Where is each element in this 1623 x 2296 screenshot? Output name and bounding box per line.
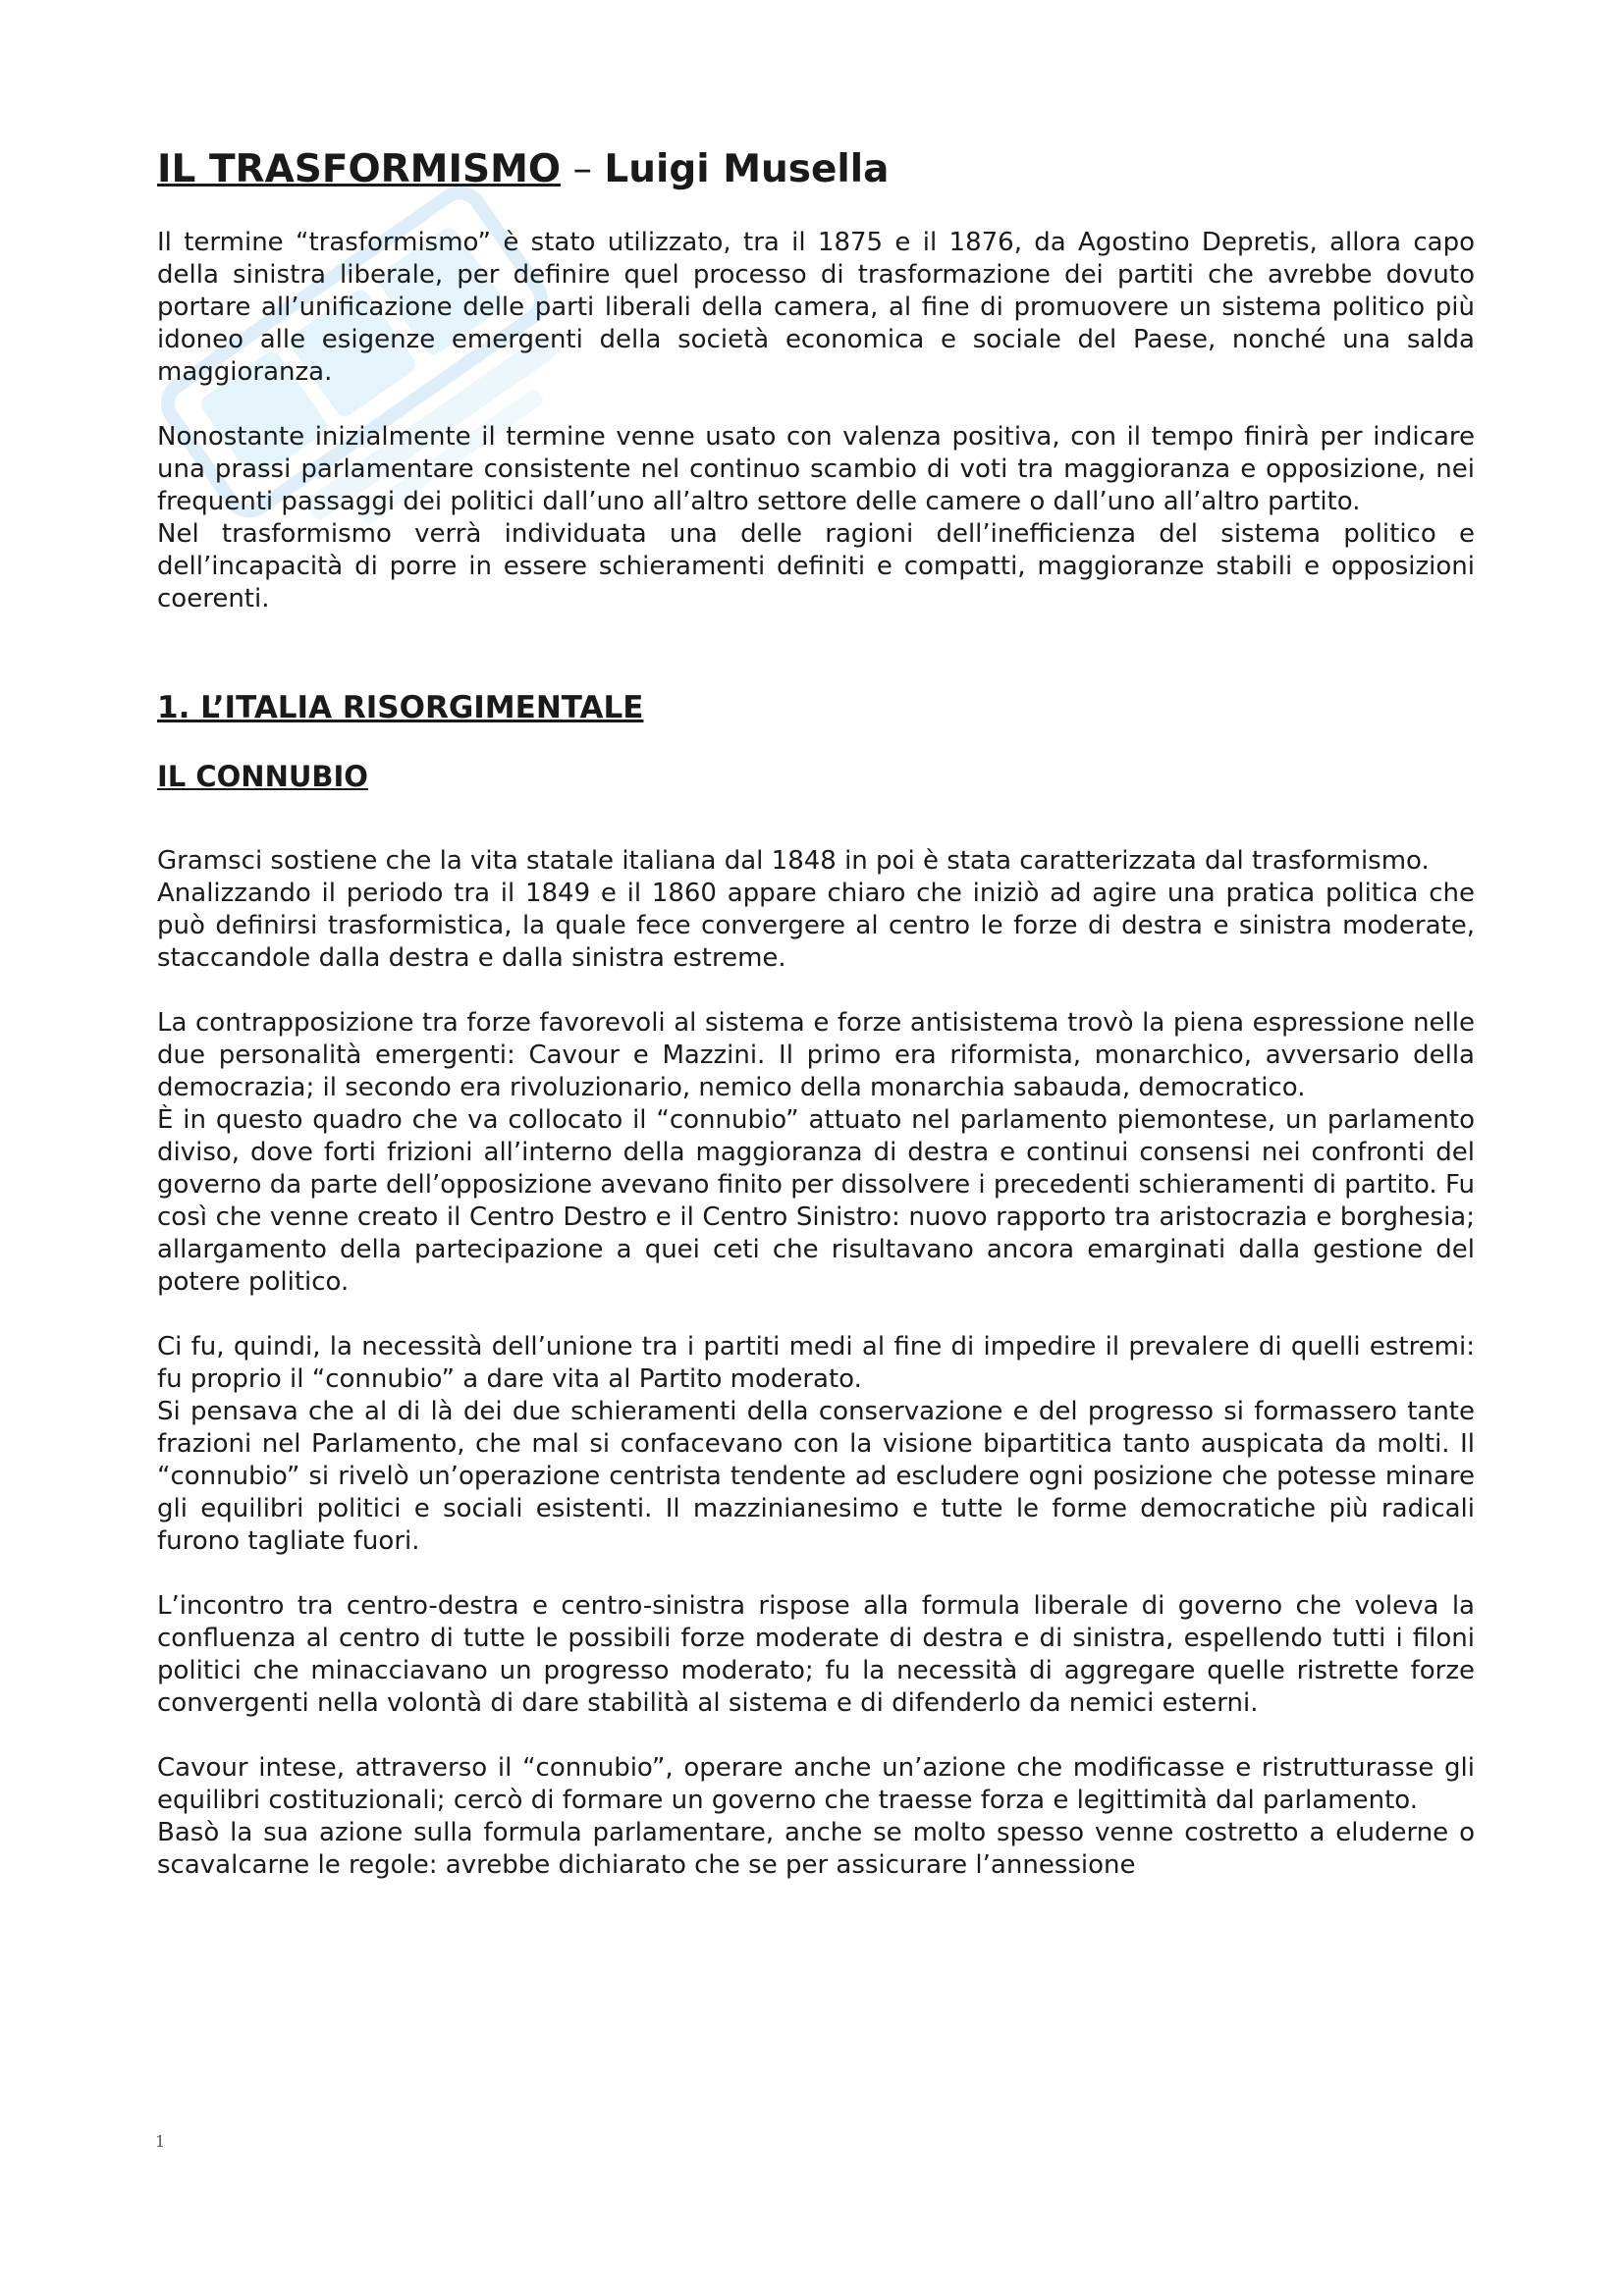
body-paragraph-1: Gramsci sostiene che la vita statale italiana dal 1848 in poi è stata caratterizzata dal trasformismo. xyxy=(157,845,1430,876)
body-paragraph-5: Ci fu, quindi, la necessità dell’unione tra i partiti medi al fine di impedire il prevalere di quelli estremi: fu proprio il “connubio” a dare vita al Partito moderato. xyxy=(157,1331,1475,1394)
section-heading: 1. L’ITALIA RISORGIMENTALE xyxy=(157,689,644,725)
body-paragraph-4: È in questo quadro che va collocato il “connubio” attuato nel parlamento piemontese, un parlamento diviso, dove forti frizioni all’interno della maggioranza di destra e continui consensi nei confronti del governo da parte dell’opposizione avevano finito per dissolvere i precedenti schieramenti di partito. Fu così che venne creato il Centro Destro e il Centro Sinistro: nuovo rapporto tra aristocrazia e borghesia; allargamento della partecipazione a quei ceti che risultavano ancora emarginati dalla gestione del potere politico. xyxy=(157,1104,1475,1297)
intro-paragraph-3: Nel trasformismo verrà individuata una delle ragioni dell’inefficienza del sistema politico e dell’incapacità di porre in essere schieramenti definiti e compatti, maggioranze stabili e opposizioni coerenti. xyxy=(157,518,1475,614)
body-paragraph-9: Basò la sua azione sulla formula parlamentare, anche se molto spesso venne costretto a eluderne o scavalcarne le regole: avrebbe dichiarato che se per assicurare l’annessione xyxy=(157,1817,1475,1880)
title-main: IL TRASFORMISMO xyxy=(157,147,562,191)
document-title xyxy=(157,147,1475,193)
intro-paragraph-1: Il termine “trasformismo” è stato utilizzato, tra il 1875 e il 1876, da Agostino Depretis, allora capo della sinistra liberale, per definire quel processo di trasformazione dei partiti che avrebbe dovuto portare all’unificazione delle parti liberali della camera, al fine di promuovere un sistema politico più idoneo alle esigenze emergenti della società economica e sociale del Paese, nonché una salda maggioranza. xyxy=(157,227,1475,387)
title-author: Luigi Musella xyxy=(604,147,890,191)
page-number: 1 xyxy=(155,2132,166,2151)
body-paragraph-2: Analizzando il periodo tra il 1849 e il 1860 appare chiaro che iniziò ad agire una pratica politica che può definirsi trasformistica, la quale fece convergere al centro le forze di destra e sinistra moderate, staccandole dalla destra e dalla sinistra estreme. xyxy=(157,878,1475,973)
document-body xyxy=(157,147,1475,1882)
body-paragraph-6: Si pensava che al di là dei due schieramenti della conservazione e del progresso si formassero tante frazioni nel Parlamento, che mal si confacevano con la visione bipartitica tanto auspicata da molti. Il “connubio” si rivelò un’operazione centrista tendente ad escludere ogni posizione che potesse minare gli equilibri politici e sociali esistenti. Il mazzinianesimo e tutte le forme democratiche più radicali furono tagliate fuori. xyxy=(157,1396,1475,1556)
body-paragraph-3: La contrapposizione tra forze favorevoli al sistema e forze antisistema trovò la piena espressione nelle due personalità emergenti: Cavour e Mazzini. Il primo era riformista, monarchico, avversario della democrazia; il secondo era rivoluzionario, nemico della monarchia sabauda, democratico. xyxy=(157,1007,1475,1102)
title-separator: – xyxy=(561,147,605,191)
body-paragraph-8: Cavour intese, attraverso il “connubio”, operare anche un’azione che modificasse e ristrutturasse gli equilibri costituzionali; cercò di formare un governo che traesse forza e legittimità dal parlamento. xyxy=(157,1752,1475,1815)
intro-paragraph-2: Nonostante inizialmente il termine venne usato con valenza positiva, con il tempo finirà per indicare una prassi parlamentare consistente nel continuo scambio di voti tra maggioranza e opposizione, nei frequenti passaggi dei politici dall’uno all’altro settore delle camere o dall’uno all’altro partito. xyxy=(157,421,1475,516)
subsection-heading: IL CONNUBIO xyxy=(157,759,368,793)
body-paragraph-7: L’incontro tra centro-destra e centro-sinistra rispose alla formula liberale di governo che voleva la confluenza al centro di tutte le possibili forze moderate di destra e di sinistra, espellendo tutti i filoni politici che minacciavano un progresso moderato; fu la necessità di aggregare quelle ristrette forze convergenti nella volontà di dare stabilità al sistema e di difenderlo da nemici esterni. xyxy=(157,1590,1475,1718)
